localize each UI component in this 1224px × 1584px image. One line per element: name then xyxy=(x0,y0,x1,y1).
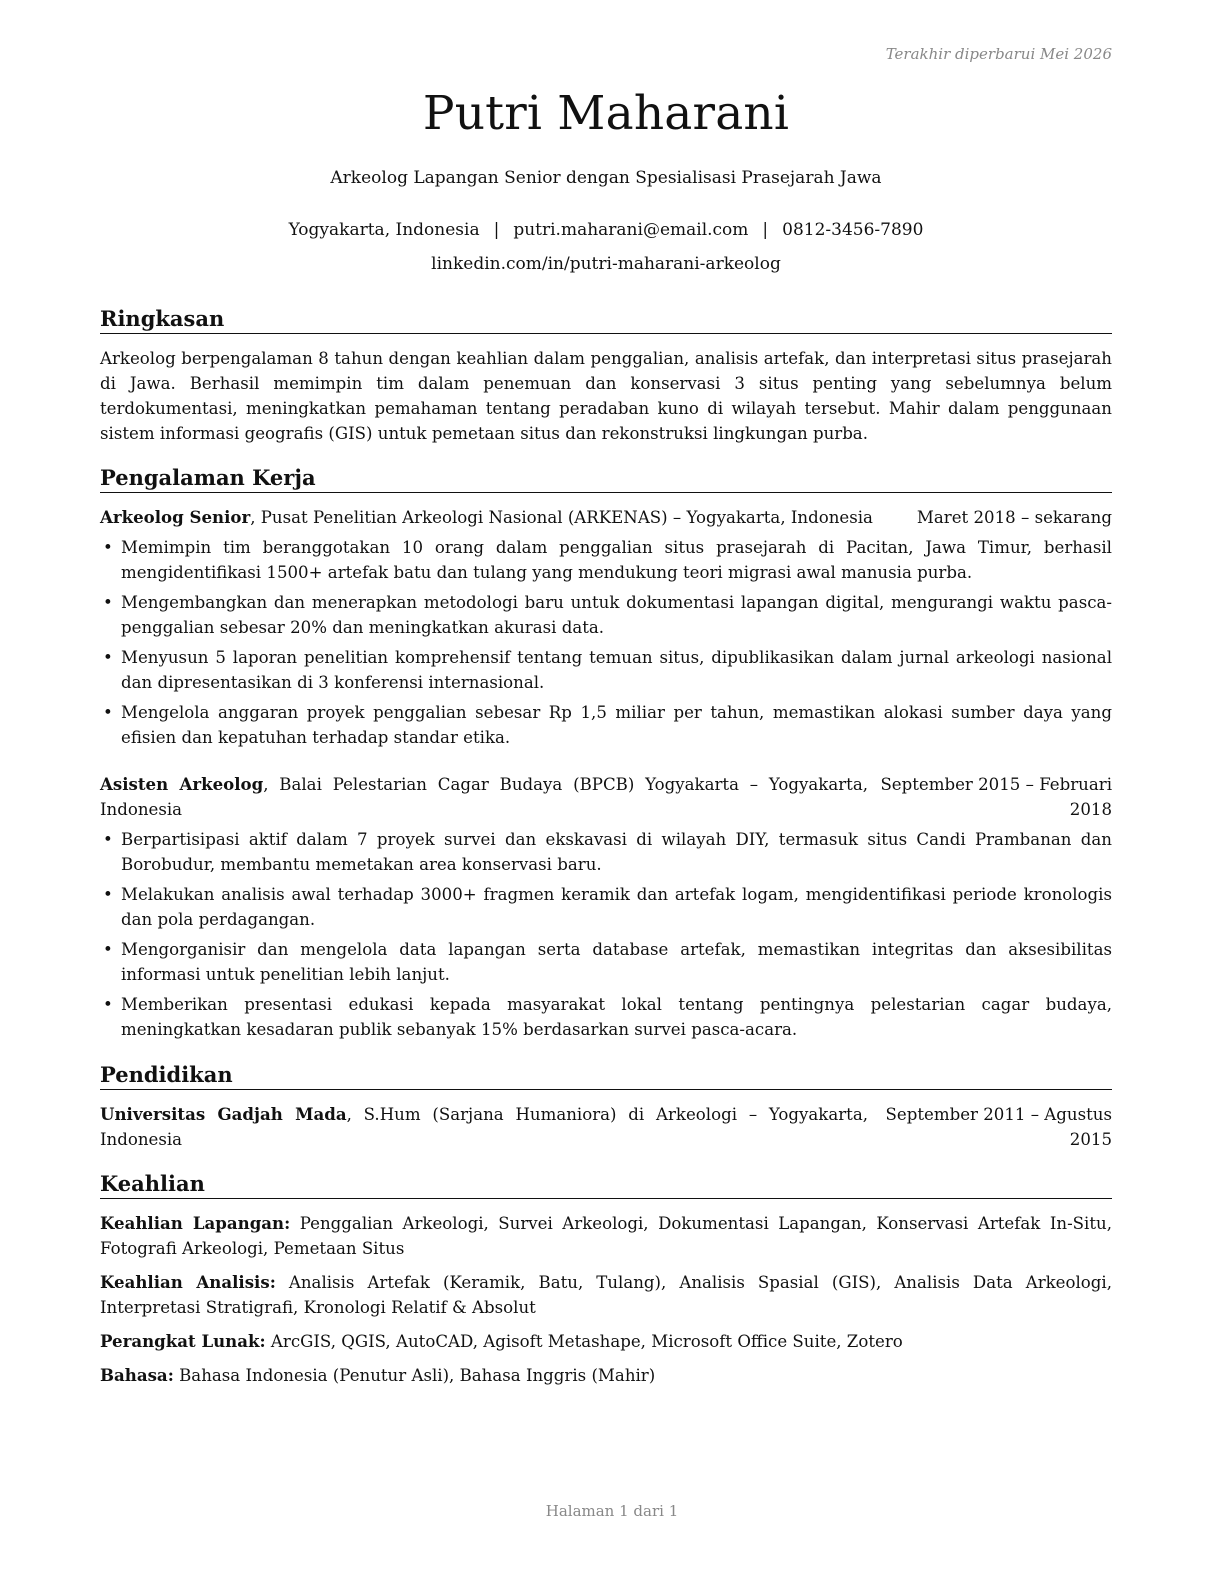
summary-section xyxy=(100,306,1112,446)
summary-text: Arkeolog berpengalaman 8 tahun dengan keahlian dalam penggalian, analisis artefak, dan interpretasi situs prasejarah di Jawa. Berhasil memimpin tim dalam penemuan dan konservasi 3 situs penting yang sebelumnya belum terdokumentasi, meningkatkan pemahaman tentang peradaban kuno di wilayah tersebut. Mahir dalam penggunaan sistem informasi geografis (GIS) untuk pemetaan situs dan rekonstruksi lingkungan purba. xyxy=(100,349,1112,443)
skill-value: Bahasa Indonesia (Penutur Asli), Bahasa Inggris (Mahir) xyxy=(173,1366,656,1385)
skill-label: Perangkat Lunak: xyxy=(100,1331,266,1351)
bullet-dot: • xyxy=(103,593,113,612)
job-bullet: • Mengelola anggaran proyek penggalian sebesar Rp 1,5 miliar per tahun, memastikan alokasi sumber daya yang efisien dan kepatuhan terhadap standar etika. xyxy=(100,700,1112,750)
contact-separator: | xyxy=(493,220,500,240)
job-bullet: • Menyusun 5 laporan penelitian komprehensif tentang temuan situs, dipublikasikan dalam jurnal arkeologi nasional dan dipresentasikan di 3 konferensi internasional. xyxy=(100,645,1112,695)
job-bullet: • Mengorganisir dan mengelola data lapangan serta database artefak, memastikan integritas dan aksesibilitas informasi untuk penelitian lebih lanjut. xyxy=(100,937,1112,987)
job-header xyxy=(100,505,1112,530)
candidate-name: Putri Maharani xyxy=(422,86,790,141)
job-bullet: • Mengembangkan dan menerapkan metodologi baru untuk dokumentasi lapangan digital, mengurangi waktu pasca-penggalian sebesar 20% dan meningkatkan akurasi data. xyxy=(100,590,1112,640)
last-updated-note: Terakhir diperbarui Mei 2026 xyxy=(885,45,1112,63)
job-bullet: • Melakukan analisis awal terhadap 3000+ fragmen keramik dan artefak logam, mengidentifikasi periode kronologis dan pola perdagangan. xyxy=(100,882,1112,932)
skill-value: Analisis Artefak (Keramik, Batu, Tulang), Analisis Spasial (GIS), Analisis Data Arkeologi, Interpretasi Stratigrafi, Kronologi Relatif & Absolut xyxy=(100,1273,1112,1317)
section-title-summary: Ringkasan xyxy=(100,306,1112,334)
job-bullet-list xyxy=(100,535,1112,750)
section-title-experience: Pengalaman Kerja xyxy=(100,465,1112,493)
job-organization: , Pusat Penelitian Arkeologi Nasional (ARKENAS) – Yogyakarta, Indonesia xyxy=(250,508,873,527)
experience-section xyxy=(100,465,1112,1047)
skill-label: Keahlian Lapangan: xyxy=(100,1213,291,1233)
bullet-dot: • xyxy=(103,648,113,667)
job-bullet: • Memberikan presentasi edukasi kepada masyarakat lokal tentang pentingnya pelestarian cagar budaya, meningkatkan kesadaran publik sebanyak 15% berdasarkan survei pasca-acara. xyxy=(100,992,1112,1042)
job-bullet: • Berpartisipasi aktif dalam 7 proyek survei dan ekskavasi di wilayah DIY, termasuk situs Candi Prambanan dan Borobudur, membantu memetakan area konservasi baru. xyxy=(100,827,1112,877)
job-title-line xyxy=(100,772,868,822)
skill-label: Bahasa: xyxy=(100,1365,174,1385)
job-title-line xyxy=(100,505,908,530)
page-number-footer: Halaman 1 dari 1 xyxy=(545,1502,679,1520)
candidate-tagline: Arkeolog Lapangan Senior dengan Spesialisasi Prasejarah Jawa xyxy=(330,168,882,188)
education-section xyxy=(100,1062,1112,1152)
job-bullet: • Memimpin tim beranggotakan 10 orang dalam penggalian situs prasejarah di Pacitan, Jawa Timur, berhasil mengidentifikasi 1500+ artefak batu dan tulang yang mendukung teori migrasi awal manusia purba. xyxy=(100,535,1112,585)
job-role: Asisten Arkeolog xyxy=(100,774,264,794)
contact-line xyxy=(100,220,1112,240)
skill-row-analysis xyxy=(100,1270,1112,1320)
skills-section xyxy=(100,1171,1112,1397)
skill-row-language xyxy=(100,1363,1112,1388)
skill-row-field xyxy=(100,1211,1112,1261)
email-link[interactable]: putri.maharani@email.com xyxy=(513,220,749,240)
bullet-dot: • xyxy=(103,940,113,959)
skill-value: ArcGIS, QGIS, AutoCAD, Agisoft Metashape, Microsoft Office Suite, Zotero xyxy=(265,1332,903,1351)
job-organization: , Balai Pelestarian Cagar Budaya (BPCB) Yogyakarta – Yogyakarta, Indonesia xyxy=(100,775,869,819)
bullet-dot: • xyxy=(103,995,113,1014)
skill-row-software xyxy=(100,1329,1112,1354)
job-dates: September 2015 – Februari 2018 xyxy=(880,775,1112,819)
job-entry xyxy=(100,772,1112,1042)
section-title-education: Pendidikan xyxy=(100,1062,1112,1090)
location-text: Yogyakarta, Indonesia xyxy=(288,220,480,240)
job-dates: Maret 2018 – sekarang xyxy=(916,508,1112,527)
bullet-dot: • xyxy=(103,538,113,557)
bullet-dot: • xyxy=(103,703,113,722)
school-name: Universitas Gadjah Mada xyxy=(100,1104,347,1124)
bullet-dot: • xyxy=(103,830,113,849)
resume-page xyxy=(100,0,1112,1584)
education-dates: September 2011 – Agustus 2015 xyxy=(885,1105,1112,1149)
bullet-dot: • xyxy=(103,885,113,904)
contact-separator: | xyxy=(762,220,769,240)
education-entry xyxy=(100,1102,1112,1152)
skill-label: Keahlian Analisis: xyxy=(100,1272,276,1292)
job-bullet-list xyxy=(100,827,1112,1042)
linkedin-link[interactable]: linkedin.com/in/putri-maharani-arkeolog xyxy=(431,254,781,274)
skill-value: Penggalian Arkeologi, Survei Arkeologi, Dokumentasi Lapangan, Konservasi Artefak In-Situ, Fotografi Arkeologi, Pemetaan Situs xyxy=(100,1214,1112,1258)
job-entry xyxy=(100,505,1112,750)
education-line xyxy=(100,1102,868,1152)
degree-text: , S.Hum (Sarjana Humaniora) di Arkeologi – Yogyakarta, Indonesia xyxy=(100,1105,869,1149)
job-header xyxy=(100,772,1112,822)
section-title-skills: Keahlian xyxy=(100,1171,1112,1199)
phone-text: 0812-3456-7890 xyxy=(782,220,924,240)
job-role: Arkeolog Senior xyxy=(100,507,251,527)
